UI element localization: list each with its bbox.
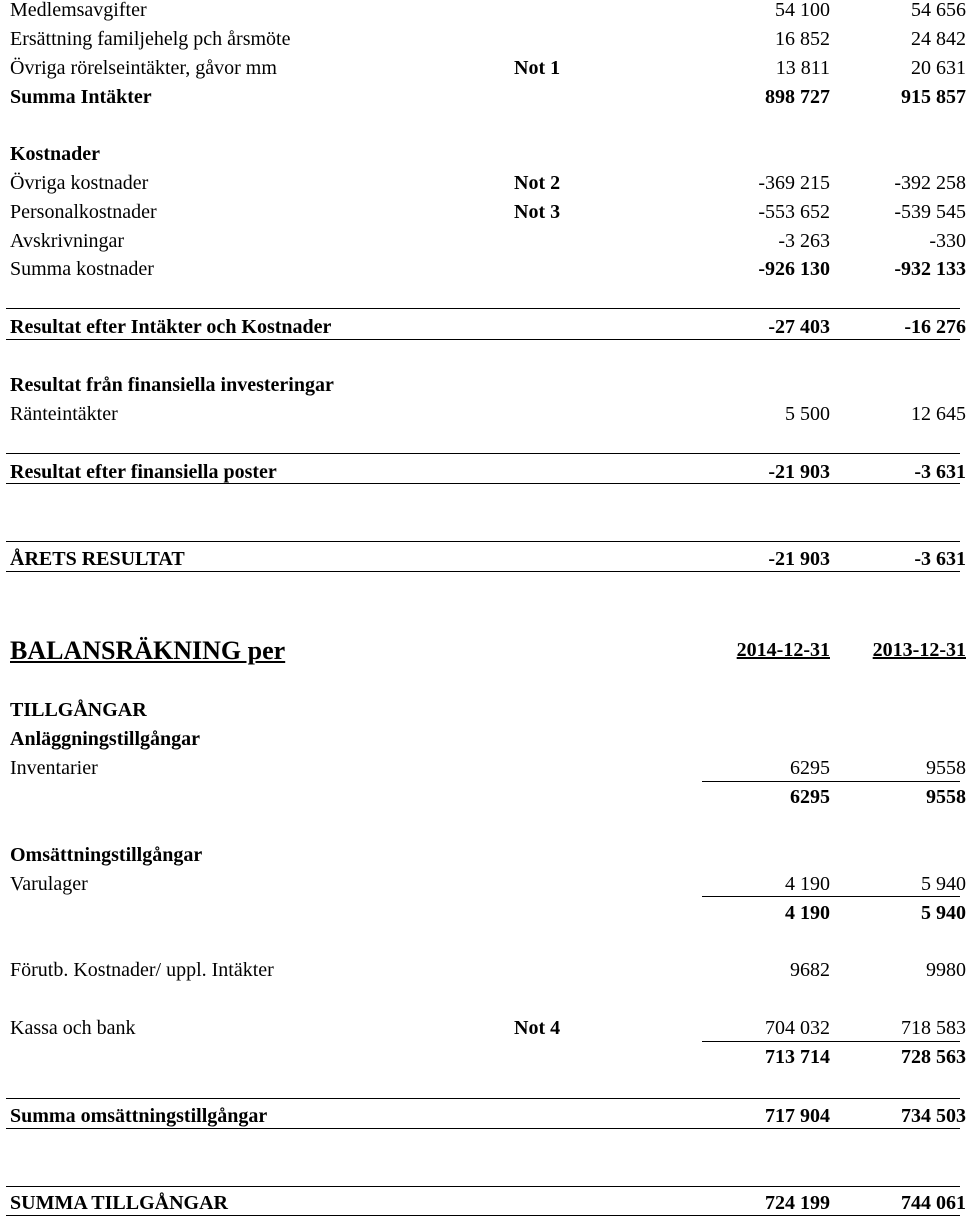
row-label: Inventarier [10,757,98,779]
value-2014: 704 032 [765,1017,830,1039]
value-2013: -16 276 [904,316,966,338]
year-result-row [0,545,966,574]
other-costs-row [0,169,966,198]
value-2013: 9980 [926,959,966,981]
value-2013: 734 503 [901,1105,966,1127]
compensation-row [0,25,966,54]
row-label: Resultat efter Intäkter och Kostnader [10,316,332,338]
stock-subtotal-row [0,899,966,928]
section-heading: Resultat från finansiella investeringar [10,374,334,396]
equipment-row [0,754,966,783]
fixed-assets-heading [0,725,960,754]
divider [6,483,960,484]
total-current-assets-row [0,1102,966,1131]
value-2014: -926 130 [758,258,830,280]
value-2013: 9558 [926,786,966,808]
row-label: Övriga kostnader [10,172,149,194]
note-ref: Not 2 [514,172,561,194]
value-2013: 5 940 [921,902,966,924]
row-label: Summa omsättningstillgångar [10,1105,268,1127]
value-2014: 713 714 [765,1046,830,1068]
value-2013: -3 631 [914,548,966,570]
subtotal-line [702,1041,960,1042]
row-label: Resultat efter finansiella poster [10,461,277,483]
divider [6,1186,960,1187]
cash-row [0,1014,966,1043]
section-heading: TILLGÅNGAR [10,699,147,721]
value-2013: -330 [929,230,966,252]
value-2013: -3 631 [914,461,966,483]
balance-title: BALANSRÄKNING per [10,636,286,665]
value-2014: 898 727 [765,86,830,108]
divider [6,1098,960,1099]
value-2013: 54 656 [911,0,966,21]
value-2014: -3 263 [778,230,830,252]
row-label: Medlemsavgifter [10,0,147,21]
value-2013: 5 940 [921,873,966,895]
value-2014: -21 903 [768,548,830,570]
value-2014: 4 190 [785,873,830,895]
note-ref: Not 4 [514,1017,561,1039]
value-2013: -539 545 [894,201,966,223]
row-label: ÅRETS RESULTAT [10,548,185,570]
row-label: Summa Intäkter [10,86,152,108]
row-label: Övriga rörelseintäkter, gåvor mm [10,57,277,79]
total-income-row [0,83,966,112]
value-2014: -369 215 [758,172,830,194]
divider [6,339,960,340]
value-2014: -21 903 [768,461,830,483]
result-after-income-costs-row [0,313,966,342]
value-2014: -27 403 [768,316,830,338]
row-label: SUMMA TILLGÅNGAR [10,1192,228,1214]
value-2013: 9558 [926,757,966,779]
divider [6,1215,960,1216]
value-2013: 12 645 [911,403,966,425]
date-2014: 2014-12-31 [736,639,830,661]
value-2014: 16 852 [775,28,830,50]
row-label: Kassa och bank [10,1017,136,1039]
value-2013: 915 857 [901,86,966,108]
section-heading: Kostnader [10,143,100,165]
interest-income-row [0,400,966,429]
value-2014: 13 811 [775,57,830,79]
financial-heading [0,371,960,400]
total-costs-row [0,255,966,284]
value-2014: -553 652 [758,201,830,223]
value-2013: 728 563 [901,1046,966,1068]
section-heading: Omsättningstillgångar [10,844,203,866]
note-ref: Not 1 [514,57,561,79]
value-2014: 5 500 [785,403,830,425]
note-ref: Not 3 [514,201,561,223]
personnel-costs-row [0,198,966,227]
subtotal-line [702,781,960,782]
value-2014: 6295 [790,786,830,808]
value-2013: 744 061 [901,1192,966,1214]
total-assets-row [0,1189,966,1218]
value-2014: 54 100 [775,0,830,21]
row-label: Personalkostnader [10,201,157,223]
prepaid-row [0,956,966,985]
value-2013: -932 133 [894,258,966,280]
value-2014: 6295 [790,757,830,779]
other-income-row [0,54,966,83]
value-2014: 9682 [790,959,830,981]
value-2013: -392 258 [894,172,966,194]
costs-heading [0,140,960,169]
row-label: Förutb. Kostnader/ uppl. Intäkter [10,959,274,981]
current-assets-heading [0,841,960,870]
membership-fees-row [0,0,966,25]
divider [6,541,960,542]
divider [6,453,960,454]
date-2013: 2013-12-31 [872,639,966,661]
value-2013: 24 842 [911,28,966,50]
value-2014: 724 199 [765,1192,830,1214]
balance-title-row [0,636,966,665]
row-label: Ränteintäkter [10,403,118,425]
divider [6,1128,960,1129]
depreciation-row [0,227,966,256]
value-2013: 20 631 [911,57,966,79]
row-label: Ersättning familjehelg pch årsmöte [10,28,291,50]
divider [6,308,960,309]
value-2014: 717 904 [765,1105,830,1127]
value-2014: 4 190 [785,902,830,924]
subtotal-line [702,896,960,897]
row-label: Avskrivningar [10,230,125,252]
section-heading: Anläggningstillgångar [10,728,201,750]
stock-row [0,870,966,899]
assets-heading [0,696,960,725]
value-2013: 718 583 [901,1017,966,1039]
cash-subtotal-row [0,1043,966,1072]
divider [6,571,960,572]
row-label: Varulager [10,873,88,895]
row-label: Summa kostnader [10,258,154,280]
fixed-subtotal-row [0,783,966,812]
